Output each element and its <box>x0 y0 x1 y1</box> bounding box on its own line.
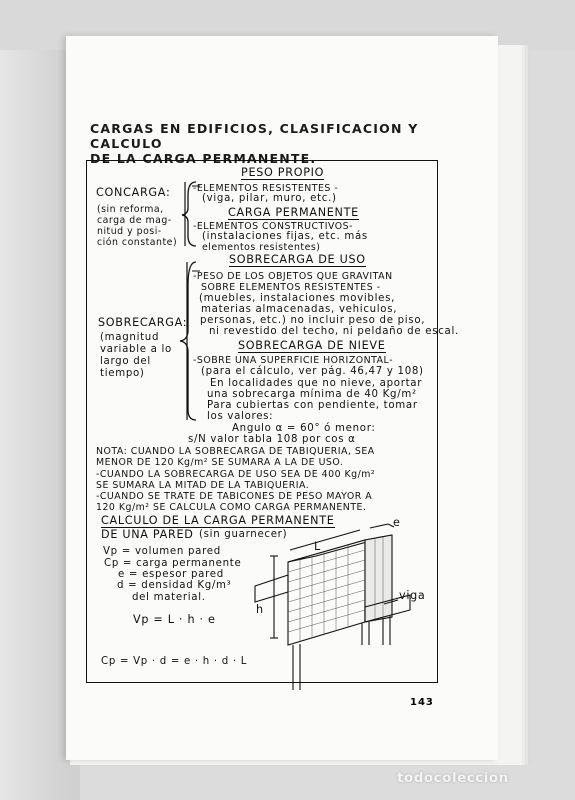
uso-line-4: materias almacenadas, vehiculos, <box>201 304 398 315</box>
title-line-1: CARGAS EN EDIFICIOS, CLASIFICACION Y CALCULO <box>90 121 419 151</box>
uso-line-3: (muebles, instalaciones movibles, <box>199 293 396 304</box>
watermark-text: todocoleccion <box>397 770 509 786</box>
uso-line-5: personas, etc.) no incluir peso de piso, <box>200 315 426 326</box>
sobrecarga-desc-2: variable a lo <box>100 344 172 355</box>
nota-line-4: SE SUMARA LA MITAD DE LA TABIQUERIA. <box>96 480 310 491</box>
calculo-subnote: (sin guarnecer) <box>199 529 288 540</box>
sobrecarga-label: SOBRECARGA: <box>98 316 188 329</box>
def-vp: Vp = volumen pared <box>103 546 221 557</box>
nieve-line-6: los valores: <box>207 411 274 422</box>
def-material: del material. <box>132 592 206 603</box>
concarga-desc-4: ción constante) <box>97 237 178 248</box>
nieve-line-4: una sobrecarga mínima de 40 Kg/m² <box>207 389 417 400</box>
concarga-desc-2: carga de mag- <box>97 215 172 226</box>
carga-permanente-line-2: (instalaciones fijas, etc. más <box>202 231 368 242</box>
nieve-line-7: Angulo α = 60° ó menor: <box>232 423 376 434</box>
carga-permanente-line-1: -ELEMENTOS CONSTRUCTIVOS- <box>193 221 354 232</box>
uso-line-1: -PESO DE LOS OBJETOS QUE GRAVITAN <box>193 271 393 282</box>
uso-line-2: SOBRE ELEMENTOS RESISTENTES - <box>201 282 381 293</box>
calculo-heading: CALCULO DE LA CARGA PERMANENTE <box>101 514 335 527</box>
concarga-label: CONCARGA: <box>96 186 171 199</box>
carga-permanente-heading: CARGA PERMANENTE <box>228 206 359 219</box>
uso-line-6: ni revestido del techo, ni peldaño de escal. <box>209 326 459 337</box>
nieve-line-3: En localidades que no nieve, aportar <box>210 378 423 389</box>
nieve-line-2: (para el cálculo, ver pág. 46,47 y 108) <box>201 366 424 377</box>
nieve-line-8: s/N valor tabla 108 por cos α <box>188 434 356 445</box>
title-line-2: DE LA CARGA PERMANENTE. <box>90 151 317 166</box>
def-e: e = espesor pared <box>118 569 224 580</box>
page-number: 143 <box>410 697 434 708</box>
nieve-line-5: Para cubiertas con pendiente, tomar <box>207 400 418 411</box>
fig-label-h: h <box>256 603 264 616</box>
sobrecarga-uso-heading: SOBRECARGA DE USO <box>229 253 366 266</box>
nota-line-6: 120 Kg/m² SE CALCULA COMO CARGA PERMANENTE. <box>96 502 367 513</box>
peso-propio-heading: PESO PROPIO <box>241 166 325 179</box>
carga-permanente-line-3: elementos resistentes) <box>202 242 321 253</box>
peso-propio-line-2: (viga, pilar, muro, etc.) <box>202 193 337 204</box>
sobrecarga-desc-4: tiempo) <box>100 368 145 379</box>
nota-line-1: NOTA: CUANDO LA SOBRECARGA DE TABIQUERIA, SEA <box>96 446 375 457</box>
nota-line-2: MENOR DE 120 Kg/m² SE SUMARA A LA DE USO. <box>96 457 344 468</box>
fig-label-viga: viga <box>399 589 426 602</box>
concarga-desc-1: (sin reforma, <box>97 204 164 215</box>
nieve-line-1: -SOBRE UNA SUPERFICIE HORIZONTAL- <box>193 355 393 366</box>
sobrecarga-desc-1: (magnitud <box>100 332 160 343</box>
formula-vp: Vp = L · h · e <box>133 613 216 626</box>
def-d: d = densidad Kg/m³ <box>117 580 232 591</box>
sobrecarga-desc-3: largo del <box>100 356 151 367</box>
nota-line-3: -CUANDO LA SOBRECARGA DE USO SEA DE 400 Kg/m² <box>96 469 376 480</box>
nota-line-5: -CUANDO SE TRATE DE TABICONES DE PESO MAYOR A <box>96 491 373 502</box>
formula-cp: Cp = Vp · d = e · h · d · L <box>101 656 248 667</box>
concarga-desc-3: nitud y posi- <box>97 226 162 237</box>
sobrecarga-nieve-heading: SOBRECARGA DE NIEVE <box>238 339 386 352</box>
def-cp: Cp = carga permanente <box>104 558 242 569</box>
wall-illustration <box>255 524 410 690</box>
peso-propio-line-1: -ELEMENTOS RESISTENTES - <box>193 183 339 194</box>
calculo-subheading: DE UNA PARED <box>101 528 194 541</box>
fig-label-e: e <box>393 516 401 529</box>
fig-label-L: L <box>314 540 321 553</box>
